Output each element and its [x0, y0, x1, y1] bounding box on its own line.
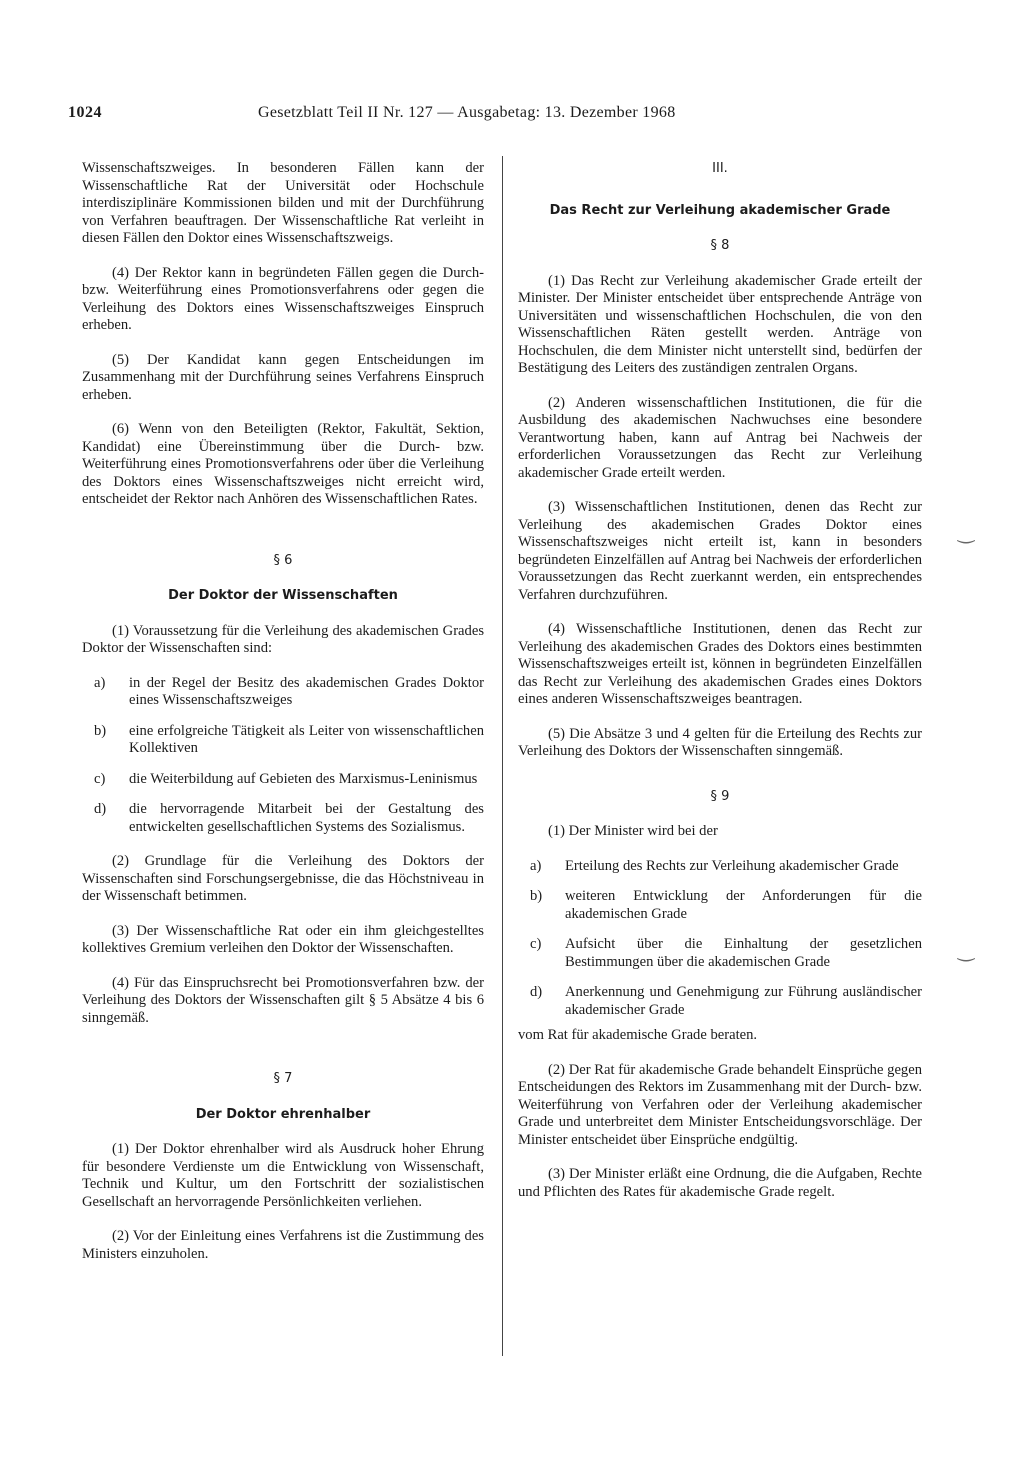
s6-paragraph-2: (2) Grundlage für die Verleihung des Doktors der Wissenschaften sind Forschungsergebnisse, die das Höchstniveau in der Wissenschaft betimmen.: [82, 853, 484, 904]
list-text: die hervorragende Mitarbeit bei der Gestaltung des entwickelten gesellschaftlichen Systems des Sozialismus.: [129, 801, 484, 835]
section-8-number: § 8: [710, 238, 730, 253]
list-text: Aufsicht über die Einhaltung der gesetzlichen Bestimmungen über die akademischen Grade: [565, 936, 922, 970]
s6-paragraph-3: (3) Der Wissenschaftliche Rat oder ein ihm gleichgestelltes kollektives Gremium verleihen den Doktor der Wissenschaften.: [82, 922, 484, 956]
list-text: die Weiterbildung auf Gebieten des Marxismus-Leninismus: [129, 770, 478, 787]
list-item: [518, 858, 922, 876]
column-divider: [502, 156, 503, 1356]
s8-paragraph-1: (1) Das Recht zur Verleihung akademischer Grade erteilt der Minister. Der Minister entscheidet über entsprechende Anträge von Universitäten und wissenschaftlichen Hochschulen, die von den Wissenschaftlichen Räten gestellt werden. Anträge von Hochschulen, die dem Minister nicht unterstellt sind, bedürfen der Bestätigung des Leiters des zuständigen zentralen Organs.: [518, 272, 922, 376]
part-title: Das Recht zur Verleihung akademischer Grade: [549, 202, 891, 218]
s9-paragraph-2: (2) Der Rat für akademische Grade behandelt Einsprüche gegen Entscheidungen des Rektors im Zusammenhang mit der Durch- bzw. Weiterführung von Verfahren oder der Verleihung akademischer Grade und unterbreitet dem Minister Entscheidungsvorschläge. Der Minister entscheidet über Einsprüche endgültig.: [518, 1061, 922, 1148]
list-label: a): [530, 857, 542, 874]
s8-paragraph-4: (4) Wissenschaftliche Institutionen, denen das Recht zur Verleihung des akademischen Grades des Doktors eines bestimmten Wissenschaftszweiges erteilt ist, können in begründeten Einzelfällen das Recht zur Verleihung des akademischen Grades eines Doktors eines anderen Wissenschaftszweiges beantragen.: [518, 621, 922, 707]
list-text: Erteilung des Rechts zur Verleihung akademischer Grade: [565, 857, 899, 874]
list-item: [82, 801, 484, 836]
margin-mark: ‿: [958, 522, 975, 544]
section-7-title: Der Doktor ehrenhalber: [195, 1106, 371, 1122]
list-text: in der Regel der Besitz des akademischen Grades Doktor eines Wissenschaftszweiges: [129, 674, 484, 708]
gazette-title: Gesetzblatt Teil II Nr. 127 — Ausgabetag: 13. Dezember 1968: [258, 104, 676, 121]
list-label: d): [94, 801, 107, 817]
section-6-title: Der Doktor der Wissenschaften: [168, 588, 398, 603]
list-label: d): [530, 984, 543, 1000]
page-header: [68, 104, 916, 130]
s7-paragraph-1: (1) Der Doktor ehrenhalber wird als Ausdruck hoher Ehrung für besondere Verdienste um die Entwicklung von Wissenschaft, Technik und Kultur, um den Fortschritt der sozialistischen Gesellschaft an hervorragende Persönlichkeiten verliehen.: [82, 1141, 484, 1210]
s9-paragraph-3: (3) Der Minister erläßt eine Ordnung, die die Aufgaben, Rechte und Pflichten des Rates für akademische Grade regelt.: [518, 1166, 922, 1200]
s8-paragraph-5: (5) Die Absätze 3 und 4 gelten für die Erteilung des Rechts zur Verleihung des Doktors der Wissenschaften sinngemäß.: [518, 725, 922, 759]
s6-paragraph-1: (1) Voraussetzung für die Verleihung des akademischen Grades Doktor der Wissenschaften sind:: [82, 622, 484, 656]
list-text: eine erfolgreiche Tätigkeit als Leiter von wissenschaftlichen Kollektiven: [129, 722, 484, 756]
section-9-number: § 9: [710, 788, 730, 804]
page-number: 1024: [68, 104, 102, 121]
list-label: b): [530, 888, 543, 904]
list-item: [82, 675, 484, 710]
list-item: [518, 936, 922, 971]
s8-paragraph-3: (3) Wissenschaftlichen Institutionen, denen das Recht zur Verleihung des akademischen Grades Doktor eines Wissenschaftszweiges nicht erteilt ist, kann in besonders begründeten Einzelfällen auf Antrag bei Nachweis der erforderlichen Voraussetzungen das Recht zuerkannt werden, ein entsprechendes Verfahren durchzuführen.: [518, 499, 922, 603]
s5-paragraph-6: (6) Wenn von den Beteiligten (Rektor, Fakultät, Sektion, Kandidat) eine Übereinstimmung über die Durch- bzw. Weiterführung eines Promotionsverfahrens oder über die Verleihung des Doktors eines Wissenschaftszweiges nicht erreicht wird, entscheidet der Rektor nach Anhören des Wissenschaftlichen Rates.: [82, 421, 484, 507]
margin-mark: ‿: [958, 940, 975, 962]
list-label: c): [94, 770, 106, 787]
list-item: [518, 984, 922, 1019]
section-7-number: § 7: [273, 1071, 293, 1086]
paragraph-continued: Wissenschaftszweiges. In besonderen Fällen kann der Wissenschaftliche Rat der Universität oder Hochschule interdisziplinäre Kommissionen bilden und mit der Durchführung von Verfahren beauftragen. Der Wissenschaftliche Rat verleiht in diesen Fällen den Doktor eines Wissenschaftszweigs.: [82, 160, 484, 246]
part-number: III.: [712, 161, 728, 176]
left-column: [82, 160, 484, 1280]
list-item: [82, 723, 484, 758]
list-text: Anerkennung und Genehmigung zur Führung ausländischer akademischer Grade: [565, 984, 922, 1018]
list-item: [518, 888, 922, 923]
s6-paragraph-4: (4) Für das Einspruchsrecht bei Promotionsverfahren bzw. der Verleihung des Doktors der Wissenschaften gilt § 5 Absätze 4 bis 6 sinngemäß.: [82, 974, 484, 1026]
right-column: [518, 160, 922, 1218]
s5-paragraph-4: (4) Der Rektor kann in begründeten Fällen gegen die Durch- bzw. Weiterführung eines Promotionsverfahrens oder gegen die Verleihung des Doktors eines Wissenschaftszweiges Einspruch erheben.: [82, 264, 484, 333]
s9-paragraph-1: (1) Der Minister wird bei der: [548, 823, 718, 839]
s8-paragraph-2: (2) Anderen wissenschaftlichen Institutionen, die für die Ausbildung des akademischen Nachwuchses eine besondere Verantwortung haben, kann auf Antrag bei Nachweis der erforderlichen Voraussetzungen das Recht zur Verleihung akademischer Grade erteilt werden.: [518, 394, 922, 481]
list-item: [82, 771, 484, 789]
s9-paragraph-1-end: vom Rat für akademische Grade beraten.: [518, 1027, 758, 1043]
list-label: c): [530, 936, 542, 952]
list-text: weiteren Entwicklung der Anforderungen für die akademischen Grade: [565, 888, 922, 922]
list-label: b): [94, 722, 107, 739]
list-label: a): [94, 674, 106, 691]
s7-paragraph-2: (2) Vor der Einleitung eines Verfahrens ist die Zustimmung des Ministers einzuholen.: [82, 1228, 484, 1262]
section-6-number: § 6: [273, 552, 293, 568]
s5-paragraph-5: (5) Der Kandidat kann gegen Entscheidungen im Zusammenhang mit der Durchführung seines Verfahrens Einspruch erheben.: [82, 351, 484, 403]
